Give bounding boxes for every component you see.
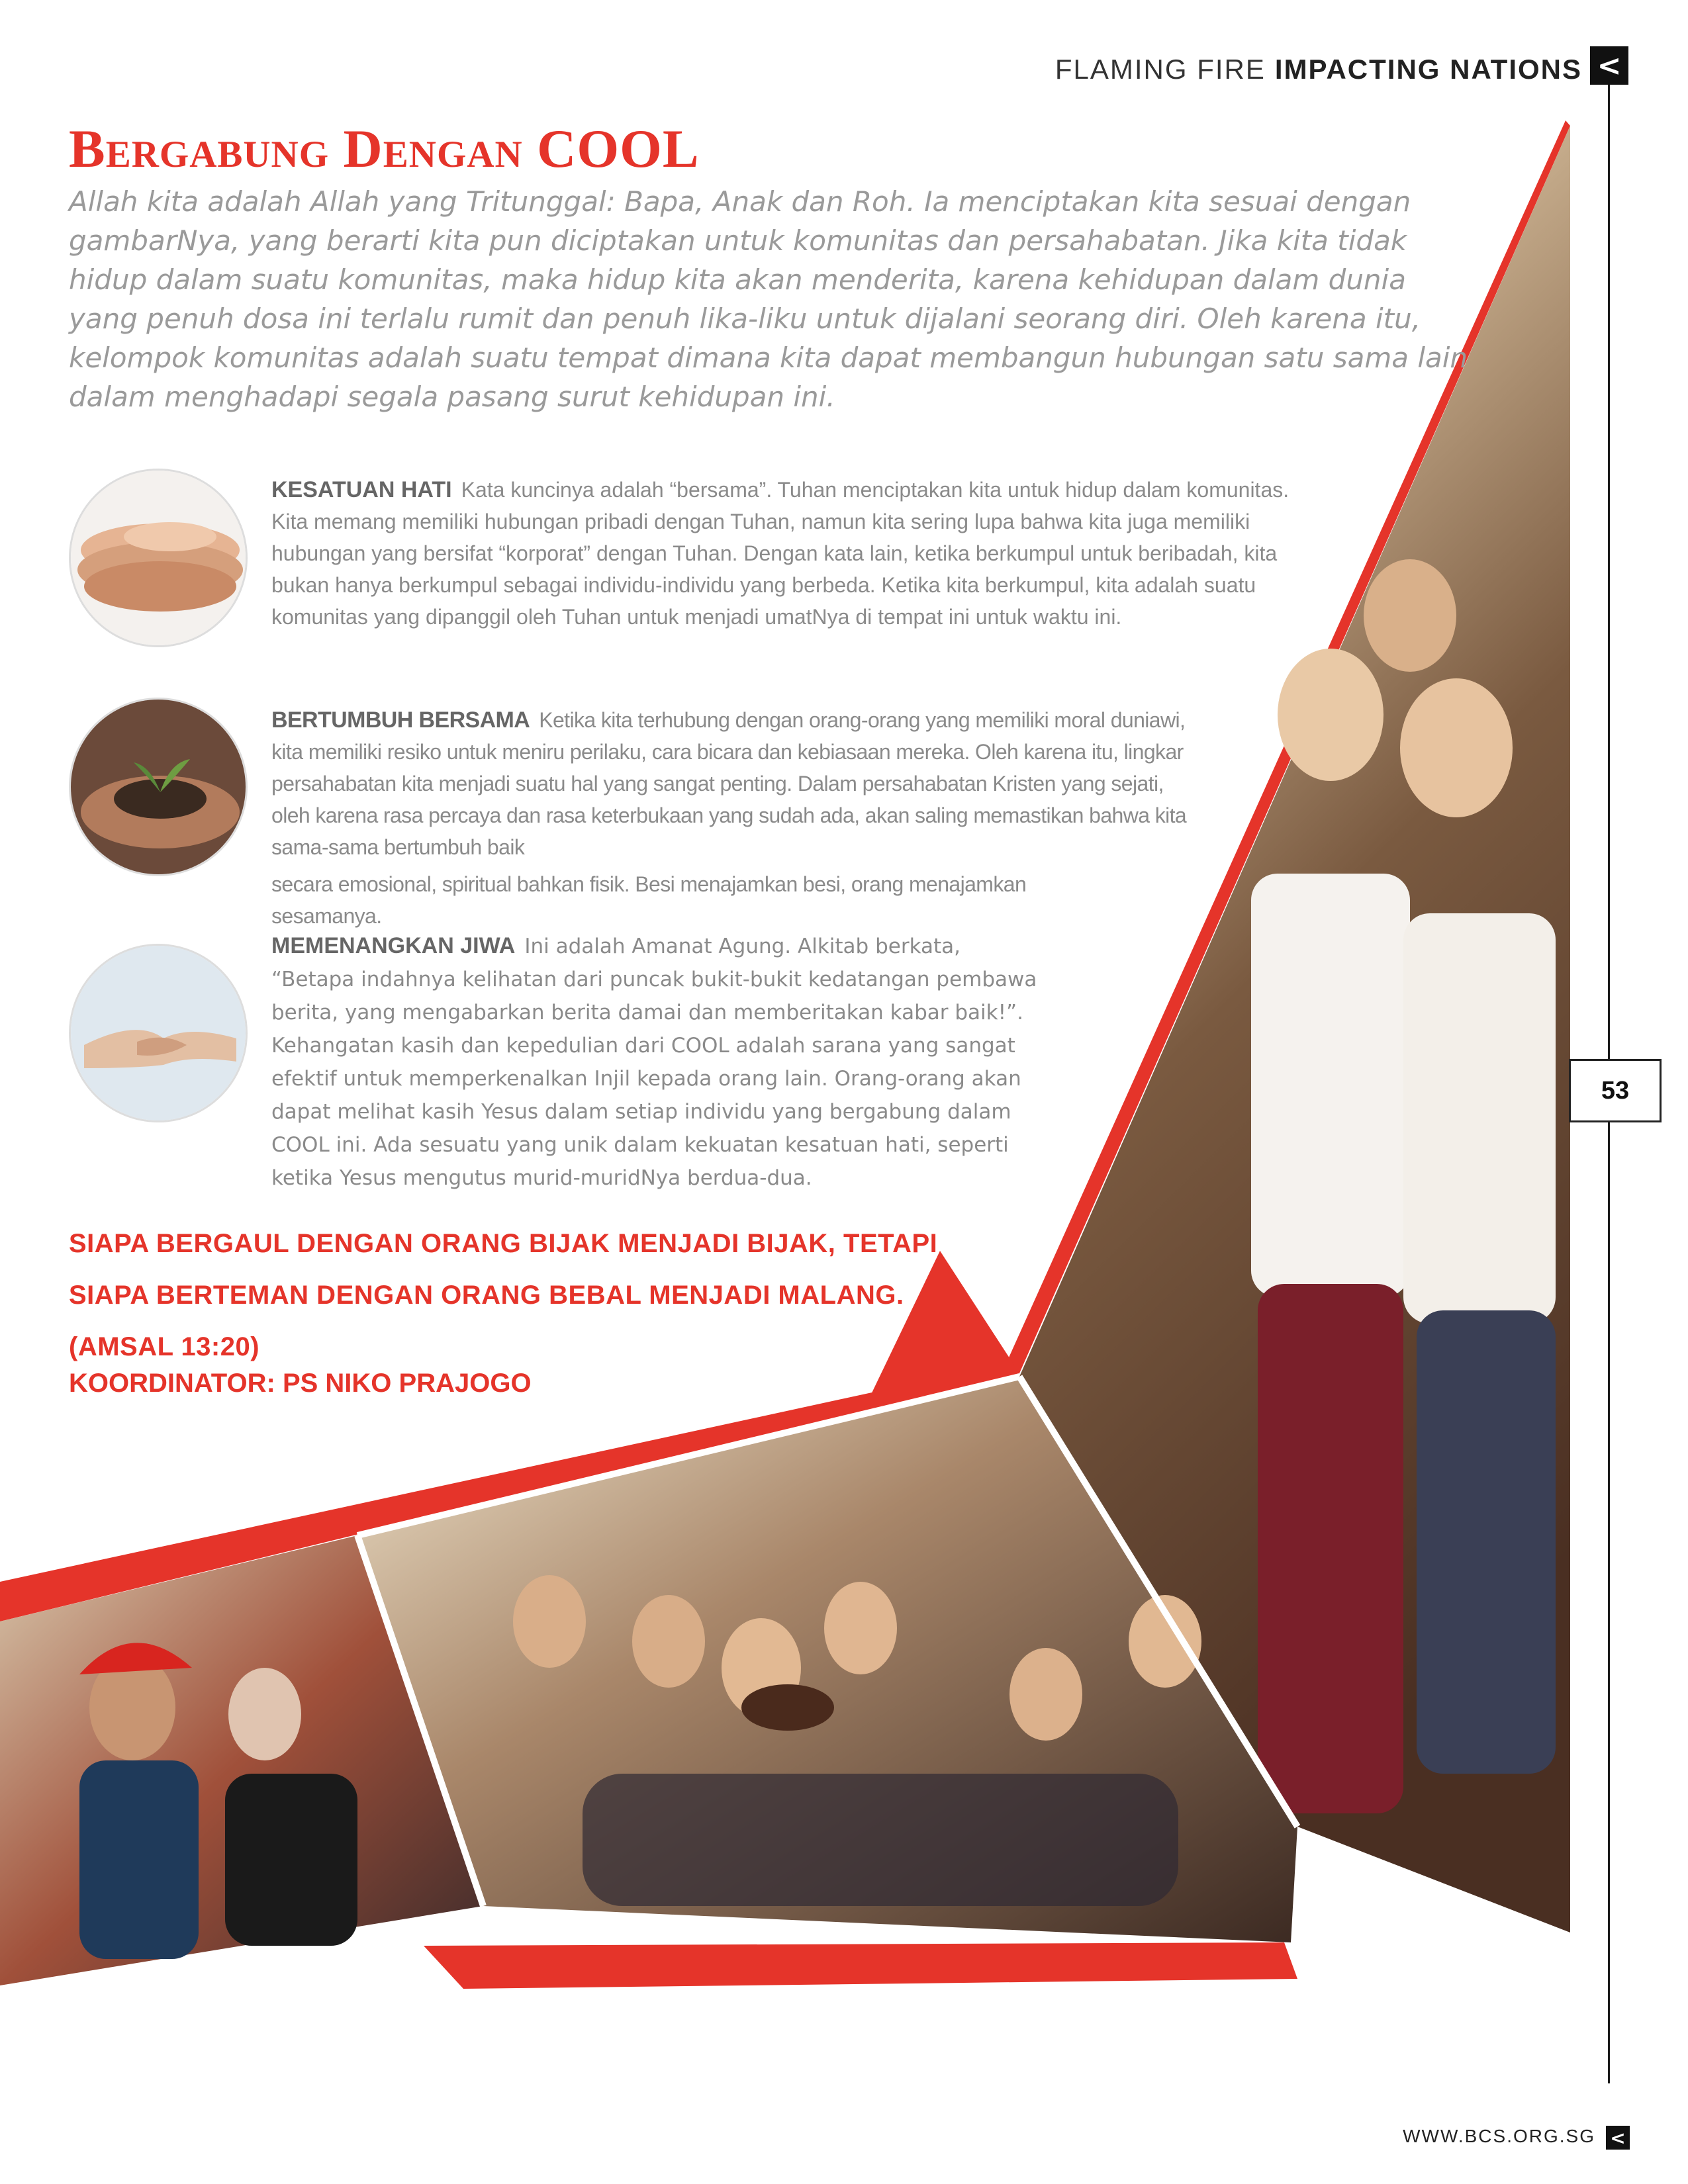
section-kesatuan-hati bbox=[271, 474, 1331, 633]
section-heading: MEMENANGKAN JIWA bbox=[271, 933, 516, 958]
section-heading: BERTUMBUH BERSAMA bbox=[271, 707, 530, 733]
header-series-light: FLAMING FIRE bbox=[1055, 54, 1266, 85]
section-body: Ketika kita terhubung dengan orang-orang yang memiliki moral duniawi, kita memiliki resiko untuk meniru perilaku, cara bicara dan kebiasaan mereka. Oleh karena itu, lingkar persahabatan kita menjadi suatu hal yang sangat penting. Dalam persahabatan Kristen yang sejati, oleh karena rasa percaya dan rasa keterbukaan yang sudah ada, akan saling memastikan bahwa kita sama-sama bertumbuh baik bbox=[271, 708, 1187, 859]
chevron-left-icon[interactable]: < bbox=[1606, 2126, 1630, 2150]
intro-paragraph: Allah kita adalah Allah yang Tritunggal: Bapa, Anak dan Roh. Ia menciptakan kita sesuai dengan gambarNya, yang berarti kita pun diciptakan untuk komunitas dan persahabatan. Jika kita tidak hidup dalam suatu komunitas, maka hidup kita akan menderita, karena kehidupan dalam dunia yang penuh dosa ini terlalu rumit dan penuh lika-liku untuk dijalani seorang diri. Oleh karena itu, kelompok komunitas adalah suatu tempat dimana kita dapat membangun hubungan satu sama lain dalam menghadapi segala pasang surut kehidupan ini. bbox=[69, 185, 1468, 413]
seedling-hands-image bbox=[69, 698, 248, 876]
article-title: Bergabung Dengan COOL bbox=[69, 118, 700, 179]
joined-hands-image bbox=[69, 469, 248, 647]
coordinator-line: KOORDINATOR: PS NIKO PRAJOGO bbox=[69, 1369, 532, 1398]
section-heading: KESATUAN HATI bbox=[271, 477, 452, 502]
handshake-image bbox=[69, 944, 248, 1122]
scripture-quote: SIAPA BERGAUL DENGAN ORANG BIJAK MENJADI BIJAK, TETAPI SIAPA BERTEMAN DENGAN ORANG BEBAL MENJADI MALANG. (AMSAL 13:20) bbox=[69, 1229, 938, 1361]
red-band-bottom bbox=[424, 1942, 1297, 1989]
footer-url[interactable]: WWW.BCS.ORG.SG bbox=[1403, 2126, 1595, 2146]
section-bertumbuh-continued: secara emosional, spiritual bahkan fisik. Besi menajamkan besi, orang menajamkan sesamanya. bbox=[271, 872, 1027, 928]
chevron-left-icon[interactable]: < bbox=[1590, 46, 1628, 85]
running-header bbox=[1055, 52, 1582, 87]
section-memenangkan-jiwa bbox=[271, 929, 1046, 1195]
page-number: 53 bbox=[1569, 1059, 1662, 1122]
section-body: Kata kuncinya adalah “bersama”. Tuhan menciptakan kita untuk hidup dalam komunitas. Kita memang memiliki hubungan pribadi dengan Tuhan, namun kita sering lupa bahwa kita juga memiliki hubungan yang bersifat “korporat” dengan Tuhan. Dengan kata lain, ketika berkumpul untuk beribadah, kita bukan hanya berkumpul sebagai individu-individu yang berbeda. Ketika kita berkumpul, kita adalah suatu komunitas yang dipanggil oleh Tuhan untuk menjadi umatNya di tempat ini untuk waktu ini. bbox=[271, 478, 1289, 629]
section-body: Ini adalah Amanat Agung. Alkitab berkata, “Betapa indahnya kelihatan dari puncak bukit-bukit kedatangan pembawa berita, yang mengabarkan berita damai dan memberitakan kabar baik!”. Kehangatan kasih dan kepedulian dari COOL adalah sarana yang sangat efektif untuk memperkenalkan Injil kepada orang lain. Orang-orang akan dapat melihat kasih Yesus dalam setiap individu yang bergabung dalam COOL ini. Ada sesuatu yang unik dalam kekuatan kesatuan hati, seperti ketika Yesus mengutus murid-muridNya berdua-dua. bbox=[271, 934, 1037, 1190]
section-bertumbuh-bersama bbox=[271, 704, 1198, 863]
header-series-bold: IMPACTING NATIONS bbox=[1274, 54, 1582, 85]
